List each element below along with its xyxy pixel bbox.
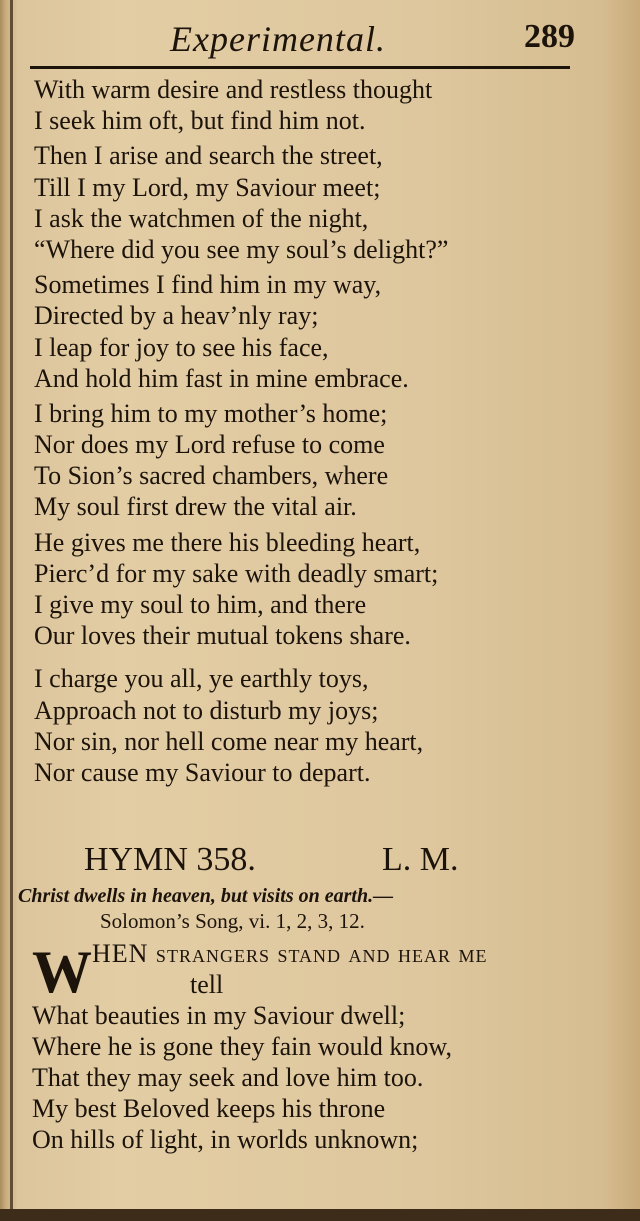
stanza-4 [34, 398, 594, 523]
verse-line: Sometimes I find him in my way, [34, 270, 382, 300]
verse-line: To Sion’s sacred chambers, where [34, 461, 389, 491]
header-rule [30, 66, 570, 69]
verse-line: I charge you all, ye earthly toys, [34, 664, 369, 694]
verse-line: I leap for joy to see his face, [34, 332, 329, 362]
verse-line: I give my soul to him, and there [34, 590, 367, 619]
verse-line: On hills of light, in worlds unknown; [32, 1125, 419, 1154]
hymn-358-text [32, 938, 592, 1155]
verse-line: That they may seek and love him too. [32, 1063, 424, 1092]
verse-line: Then I arise and search the street, [34, 141, 383, 171]
verse-line: Approach not to disturb my joys; [34, 695, 379, 725]
verse-line-first: HEN strangers stand and hear me [92, 939, 488, 968]
verse-line: Nor cause my Saviour to depart. [34, 757, 371, 787]
verse-line: I bring him to my mother’s home; [34, 398, 388, 428]
stanza-2 [34, 140, 594, 265]
verse-line-continued: tell [190, 970, 224, 999]
verse-line: Pierc’d for my sake with deadly smart; [34, 558, 439, 588]
hymn-number: HYMN 358. [84, 841, 256, 878]
verse-line: I seek him oft, but find him not. [34, 106, 366, 136]
stanza-3 [34, 269, 594, 394]
hymn-header [18, 838, 598, 934]
running-title: Experimental. [170, 19, 386, 59]
stanza-1 [34, 74, 594, 136]
page-bottom-edge [0, 1209, 640, 1221]
page-gutter [10, 0, 13, 1221]
page-number: 289 [524, 18, 575, 55]
verse-line: And hold him fast in mine embrace. [34, 363, 409, 393]
verse-line: Nor does my Lord refuse to come [34, 430, 385, 460]
verse-line: I ask the watchmen of the night, [34, 203, 369, 233]
scripture-reference: Solomon’s Song, vi. 1, 2, 3, 12. [100, 909, 365, 933]
verse-line: Where he is gone they fain would know, [32, 1032, 452, 1061]
verse-line: Directed by a heav’nly ray; [34, 301, 319, 331]
verse-line: “Where did you see my soul’s delight?” [34, 234, 449, 264]
hymn-meter: L. M. [382, 841, 459, 878]
verse-line: My best Beloved keeps his throne [32, 1094, 386, 1123]
drop-cap: W [32, 939, 92, 1005]
verse-line: Till I my Lord, my Saviour meet; [34, 172, 381, 202]
stanza-6 [34, 663, 594, 788]
hymn-subtitle: Christ dwells in heaven, but visits on earth.— [18, 885, 394, 907]
verse-line: Our loves their mutual tokens share. [34, 621, 411, 651]
verse-line: He gives me there his bleeding heart, [34, 527, 421, 557]
hymn-heading [18, 838, 598, 882]
verse-line: With warm desire and restless thought [34, 75, 433, 104]
verse-line: Nor sin, nor hell come near my heart, [34, 726, 424, 756]
hymn-continuation [34, 74, 594, 788]
verse-line: My soul first drew the vital air. [34, 492, 357, 522]
page-header [30, 14, 575, 64]
stanza-5 [34, 527, 594, 652]
verse-line: What beauties in my Saviour dwell; [32, 1001, 406, 1030]
